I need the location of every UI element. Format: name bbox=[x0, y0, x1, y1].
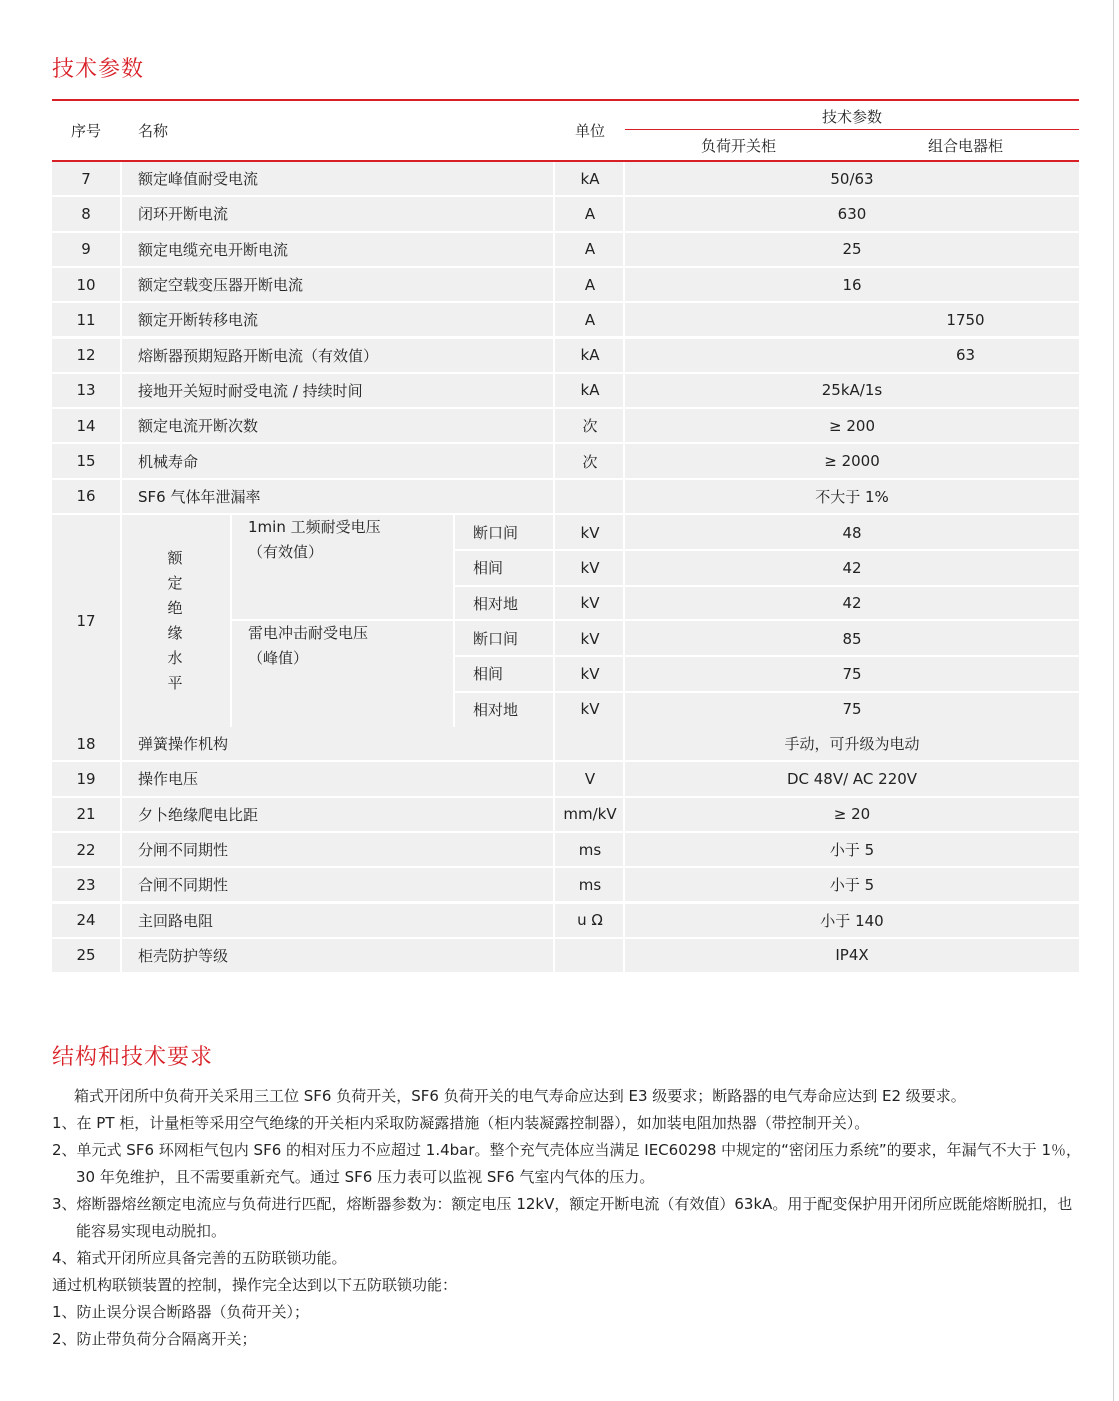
row17-item-unit: kV bbox=[580, 629, 600, 648]
row17-power-freq-line2: （有效值） bbox=[248, 543, 324, 561]
row-unit: A bbox=[584, 204, 596, 223]
row17-item-type: 相对地 bbox=[473, 700, 519, 719]
row-no: 18 bbox=[76, 734, 96, 753]
header-unit: 单位 bbox=[574, 122, 605, 140]
row-name: 柜壳防护等级 bbox=[138, 946, 229, 965]
row-value: ≥ 20 bbox=[833, 805, 871, 824]
row-value: 25 bbox=[842, 240, 862, 259]
row-value: ≥ 2000 bbox=[824, 452, 880, 471]
row-no: 19 bbox=[76, 769, 96, 788]
paragraph-interlock-intro: 通过机构联锁装置的控制，操作完全达到以下五防联锁功能： bbox=[52, 1276, 458, 1294]
row-unit: u Ω bbox=[577, 911, 603, 930]
row17-item-unit: kV bbox=[580, 664, 600, 683]
row-unit: ms bbox=[578, 840, 602, 859]
row-unit: V bbox=[584, 769, 596, 788]
row-no: 14 bbox=[76, 416, 96, 435]
table-row bbox=[52, 868, 1079, 903]
row-name: 熔断器预期短路开断电流（有效值） bbox=[138, 346, 379, 365]
row17-group-char: 额 bbox=[167, 549, 183, 567]
row-unit: 次 bbox=[582, 417, 598, 436]
table-row bbox=[52, 939, 1079, 974]
table-row bbox=[52, 798, 1079, 833]
row-unit: A bbox=[584, 310, 596, 329]
row17-item-value: 85 bbox=[842, 629, 862, 648]
row-unit: ms bbox=[578, 875, 602, 894]
row-name: 额定电缆充电开断电流 bbox=[138, 240, 289, 259]
row17-item-unit: kV bbox=[580, 523, 600, 542]
table-row bbox=[52, 268, 1079, 303]
row17-item-type: 相间 bbox=[473, 559, 504, 578]
row-unit bbox=[555, 939, 625, 972]
row17-group-char: 定 bbox=[167, 574, 183, 592]
row-no: 23 bbox=[76, 875, 96, 894]
row-no: 9 bbox=[81, 240, 91, 259]
row17-item-type: 相对地 bbox=[473, 594, 519, 613]
section-title-tech-params: 技术参数 bbox=[52, 57, 145, 82]
row-unit: A bbox=[584, 240, 596, 259]
row17-item-value: 42 bbox=[842, 558, 862, 577]
row-value: 50/63 bbox=[830, 169, 874, 188]
row17-lightning bbox=[248, 621, 453, 727]
row17-group-char: 绝 bbox=[167, 599, 183, 617]
row-name: 夕卜绝缘爬电比距 bbox=[138, 805, 259, 824]
tech-params-table bbox=[52, 99, 1079, 975]
row17-item-type: 断口间 bbox=[473, 524, 519, 543]
row-no: 15 bbox=[76, 452, 96, 471]
table-row bbox=[52, 444, 1079, 479]
paragraph-interlock-1: 1、防止误分误合断路器（负荷开关）； bbox=[52, 1303, 310, 1321]
row-name: 操作电压 bbox=[138, 770, 199, 789]
row17-group-char: 平 bbox=[167, 674, 183, 692]
header-name: 名称 bbox=[138, 122, 169, 140]
row17-item-value: 75 bbox=[842, 700, 862, 719]
row-name: SF6 气体年泄漏率 bbox=[138, 487, 261, 506]
header-params: 技术参数 bbox=[821, 107, 882, 126]
row-value: 1750 bbox=[946, 310, 985, 329]
table-row bbox=[52, 833, 1079, 868]
row-value: 16 bbox=[842, 275, 862, 294]
row-value: DC 48V/ AC 220V bbox=[786, 769, 918, 788]
row-unit: kA bbox=[580, 169, 600, 188]
table-row bbox=[52, 374, 1079, 409]
paragraph-item-2: 2、单元式 SF6 环网柜气包内 SF6 的相对压力不应超过 1.4bar。整个充气壳体应当满足 IEC60298 中规定的“密闭压力系统”的要求，年漏气不大于 1％，30 年免维护，且不需要重新充气。通过 SF6 压力表可以监视 SF6 气室内气体的压力。 bbox=[52, 1141, 1081, 1186]
row17-group-label bbox=[130, 515, 220, 727]
row17-item-type: 断口间 bbox=[473, 630, 519, 649]
row-no: 7 bbox=[81, 169, 91, 188]
row-name: 额定峰值耐受电流 bbox=[138, 170, 259, 189]
row-name: 接地开关短时耐受电流 / 持续时间 bbox=[138, 381, 363, 400]
section-title-structure: 结构和技术要求 bbox=[52, 1045, 214, 1070]
row-unit: A bbox=[584, 275, 596, 294]
table-row bbox=[52, 303, 1079, 338]
row17-item-unit: kV bbox=[580, 558, 600, 577]
row-no: 13 bbox=[76, 381, 96, 400]
row-value: IP4X bbox=[835, 946, 869, 965]
row17-item-type: 相间 bbox=[473, 665, 504, 684]
header-no: 序号 bbox=[70, 122, 101, 140]
requirements-text bbox=[52, 1083, 1082, 1353]
paragraph-intro: 箱式开闭所中负荷开关采用三工位 SF6 负荷开关，SF6 负荷开关的电气寿命应达到 E3 级要求；断路器的电气寿命应达到 E2 级要求。 bbox=[74, 1087, 966, 1105]
paragraph-interlock-2: 2、防止带负荷分合隔离开关； bbox=[52, 1330, 257, 1348]
table-row bbox=[52, 762, 1079, 797]
row-name: 额定电流开断次数 bbox=[138, 417, 259, 436]
row-unit: mm/kV bbox=[563, 805, 617, 824]
paragraph-item-4: 4、箱式开闭所应具备完善的五防联锁功能。 bbox=[52, 1249, 347, 1267]
header-sub-combined: 组合电器柜 bbox=[927, 137, 1003, 155]
page-edge-rule bbox=[1113, 0, 1114, 1401]
table-row bbox=[52, 727, 1079, 762]
table-row-17 bbox=[52, 515, 1079, 727]
row-name: 主回路电阻 bbox=[138, 911, 214, 930]
row-no: 11 bbox=[76, 310, 96, 329]
table-row bbox=[52, 233, 1079, 268]
row-name: 弹簧操作机构 bbox=[138, 735, 229, 754]
row17-item-value: 42 bbox=[842, 594, 862, 613]
row-value: 小于 5 bbox=[829, 841, 875, 860]
row-value: ≥ 200 bbox=[829, 416, 875, 435]
row17-item-unit: kV bbox=[580, 594, 600, 613]
table-row bbox=[52, 480, 1079, 515]
row17-lightning-line2: （峰值） bbox=[248, 649, 309, 667]
row-no: 24 bbox=[76, 911, 96, 930]
row17-group-char: 水 bbox=[167, 649, 183, 667]
row17-item-value: 75 bbox=[842, 664, 862, 683]
row-unit: 次 bbox=[582, 452, 598, 471]
row-unit bbox=[555, 480, 625, 513]
row-unit: kA bbox=[580, 346, 600, 365]
table-row bbox=[52, 904, 1079, 939]
row-value: 小于 5 bbox=[829, 876, 875, 895]
row-value: 630 bbox=[837, 204, 867, 223]
row-name: 额定开断转移电流 bbox=[138, 311, 259, 330]
row-no: 8 bbox=[81, 204, 91, 223]
row-unit bbox=[555, 727, 625, 760]
row-no: 12 bbox=[76, 346, 96, 365]
table-row bbox=[52, 197, 1079, 232]
row-name: 额定空载变压器开断电流 bbox=[138, 276, 304, 295]
row-value: 25kA/1s bbox=[821, 381, 883, 400]
row-value: 手动，可升级为电动 bbox=[784, 735, 920, 754]
row-unit: kA bbox=[580, 381, 600, 400]
row-no: 21 bbox=[76, 805, 96, 824]
row-no: 22 bbox=[76, 840, 96, 859]
row17-no: 17 bbox=[76, 612, 96, 630]
row-value: 小于 140 bbox=[820, 911, 884, 930]
row-no: 16 bbox=[76, 487, 96, 506]
row17-power-freq-line1: 1min 工频耐受电压 bbox=[248, 518, 381, 536]
row17-group-char: 缘 bbox=[167, 624, 183, 642]
row17-item-value: 48 bbox=[842, 523, 862, 542]
row-no: 10 bbox=[76, 275, 96, 294]
row17-power-freq bbox=[248, 515, 453, 621]
row-value: 不大于 1% bbox=[815, 487, 889, 506]
row-no: 25 bbox=[76, 946, 96, 965]
row-name: 机械寿命 bbox=[138, 452, 199, 471]
table-row bbox=[52, 409, 1079, 444]
row17-item-unit: kV bbox=[580, 700, 600, 719]
paragraph-item-3: 3、熔断器熔丝额定电流应与负荷进行匹配，熔断器参数为：额定电压 12kV，额定开断电流（有效值）63kA。用于配变保护用开闭所应既能熔断脱扣，也能容易实现电动脱扣。 bbox=[52, 1195, 1073, 1240]
row-name: 闭环开断电流 bbox=[138, 205, 229, 224]
row17-lightning-line1: 雷电冲击耐受电压 bbox=[248, 624, 369, 642]
paragraph-item-1: 1、在 PT 柜，计量柜等采用空气绝缘的开关柜内采取防凝露措施（柜内装凝露控制器），如加装电阻加热器（带控制开关）。 bbox=[52, 1114, 870, 1132]
row-name: 分闸不同期性 bbox=[138, 841, 229, 860]
table-row bbox=[52, 162, 1079, 197]
row-name: 合闸不同期性 bbox=[138, 876, 229, 895]
row-value: 63 bbox=[955, 346, 976, 365]
table-row bbox=[52, 339, 1079, 374]
header-sub-load-switch: 负荷开关柜 bbox=[700, 137, 776, 155]
